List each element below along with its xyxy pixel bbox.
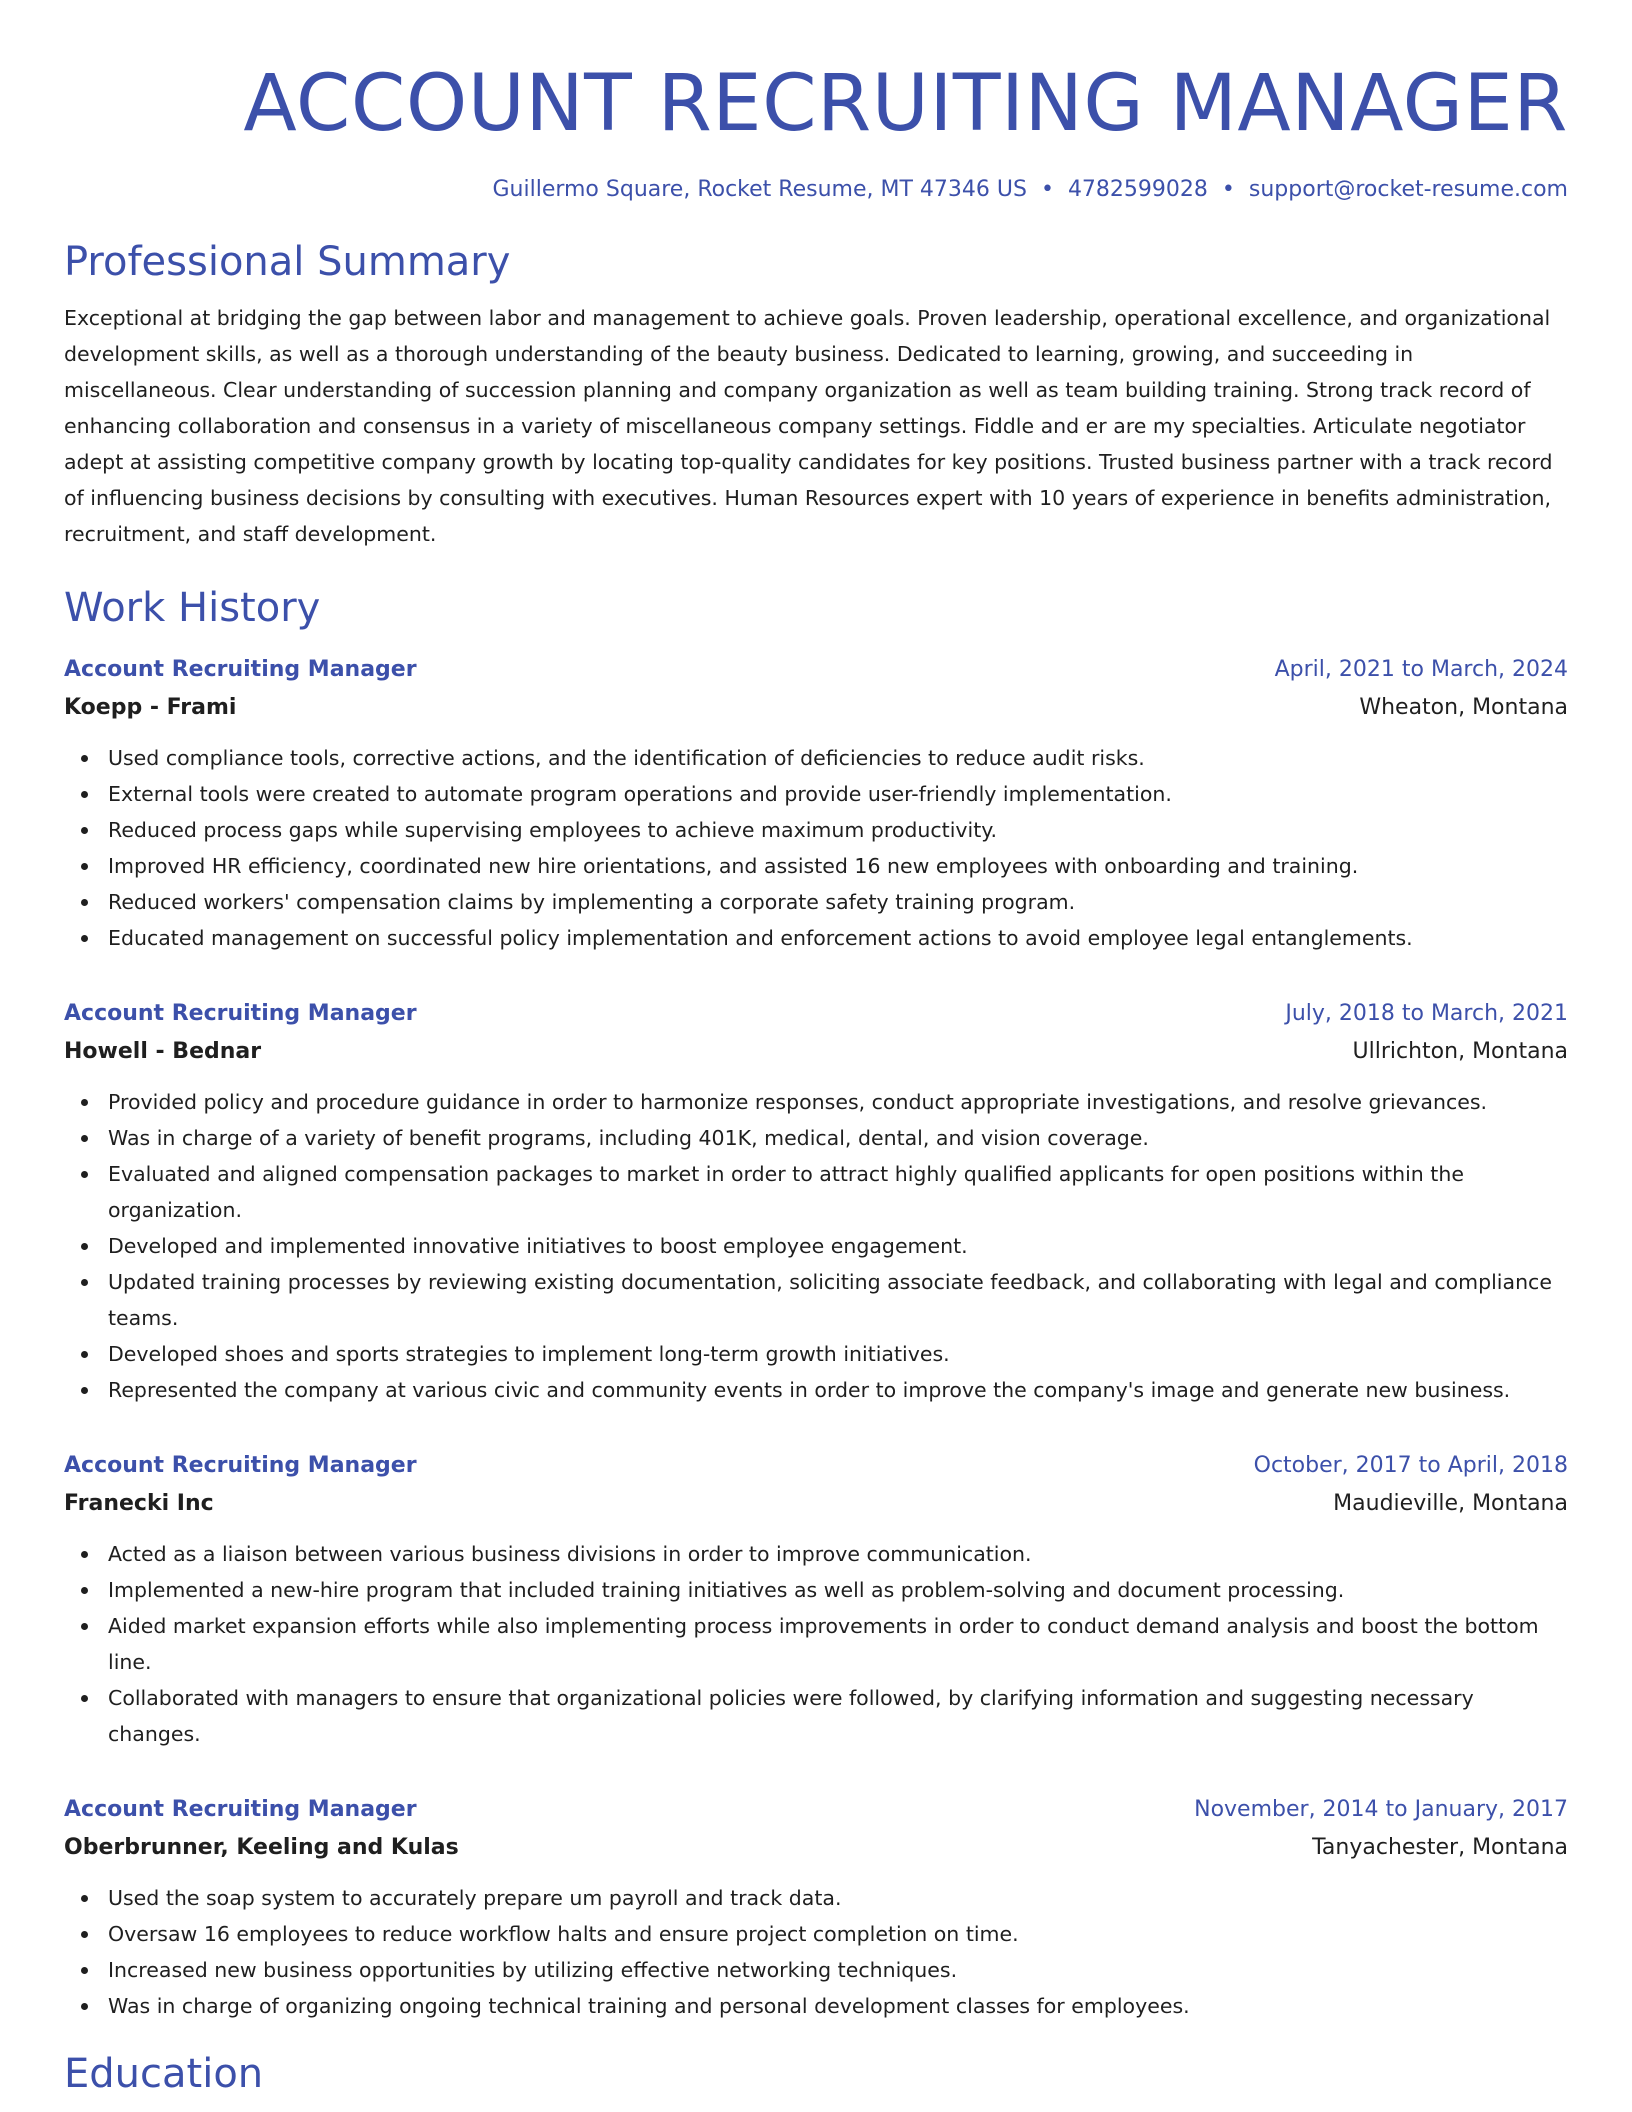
job-company: Howell - Bednar	[64, 1039, 262, 1064]
job-company: Oberbrunner, Keeling and Kulas	[64, 1835, 459, 1860]
job-dates: July, 2018 to March, 2021	[1285, 1001, 1568, 1026]
job-bullet: Represented the company at various civic and community events in order to improve the company's image and generate new business.	[64, 1372, 1568, 1408]
job-bullet: Evaluated and aligned compensation packages to market in order to attract highly qualified applicants for open positions within the organization.	[64, 1156, 1568, 1228]
job-company: Koepp - Frami	[64, 695, 237, 720]
job-bullet-list	[64, 1084, 1568, 1408]
job-bullet-list	[64, 1536, 1568, 1752]
job-entry	[64, 1448, 1568, 1752]
resume-header	[64, 52, 1568, 206]
job-bullet: Used compliance tools, corrective actions, and the identification of deficiencies to reduce audit risks.	[64, 740, 1568, 776]
job-company-row	[64, 1484, 1568, 1524]
job-dates: October, 2017 to April, 2018	[1253, 1453, 1568, 1478]
job-bullet: Was in charge of organizing ongoing technical training and personal development classes for employees.	[64, 1988, 1568, 2024]
work-history-heading: Work History	[64, 585, 321, 631]
job-company-row	[64, 1032, 1568, 1072]
job-company-row	[64, 688, 1568, 728]
job-bullet: Was in charge of a variety of benefit programs, including 401K, medical, dental, and vision coverage.	[64, 1120, 1568, 1156]
job-bullet-list	[64, 740, 1568, 956]
job-company: Franecki Inc	[64, 1491, 214, 1516]
job-title-row	[64, 652, 1568, 688]
job-bullet: Developed and implemented innovative initiatives to boost employee engagement.	[64, 1228, 1568, 1264]
job-position: Account Recruiting Manager	[64, 1001, 417, 1026]
job-bullet: Implemented a new-hire program that included training initiatives as well as problem-solving and document processing.	[64, 1572, 1568, 1608]
job-bullet: Updated training processes by reviewing existing documentation, soliciting associate feedback, and collaborating with legal and compliance teams.	[64, 1264, 1568, 1336]
contact-separator: •	[1221, 177, 1235, 202]
contact-separator: •	[1040, 177, 1054, 202]
job-bullet-list	[64, 1880, 1568, 2024]
job-title-row	[64, 1448, 1568, 1484]
job-bullet: Developed shoes and sports strategies to implement long-term growth initiatives.	[64, 1336, 1568, 1372]
summary-heading: Professional Summary	[64, 239, 511, 285]
job-location: Ullrichton, Montana	[1352, 1039, 1568, 1064]
job-bullet: Provided policy and procedure guidance in order to harmonize responses, conduct appropriate investigations, and resolve grievances.	[64, 1084, 1568, 1120]
job-dates: November, 2014 to January, 2017	[1194, 1797, 1568, 1822]
education-heading: Education	[64, 2051, 264, 2097]
job-bullet: Educated management on successful policy implementation and enforcement actions to avoid employee legal entanglements.	[64, 920, 1568, 956]
job-title-row	[64, 1792, 1568, 1828]
job-title-heading: ACCOUNT RECRUITING MANAGER	[243, 59, 1568, 149]
job-location: Maudieville, Montana	[1333, 1491, 1568, 1516]
job-bullet: Increased new business opportunities by utilizing effective networking techniques.	[64, 1952, 1568, 1988]
job-bullet: Aided market expansion efforts while also implementing process improvements in order to conduct demand analysis and boost the bottom line.	[64, 1608, 1568, 1680]
job-title-row	[64, 996, 1568, 1032]
summary-text: Exceptional at bridging the gap between labor and management to achieve goals. Proven leadership, operational excellence, and organizational development skills, as well as a thorough understanding of the beauty business. Dedicated to learning, growing, and succeeding in miscellaneous. Clear understanding of succession planning and company organization as well as team building training. Strong track record of enhancing collaboration and consensus in a variety of miscellaneous company settings. Fiddle and er are my specialties. Articulate negotiator adept at assisting competitive company growth by locating top-quality candidates for key positions. Trusted business partner with a track record of influencing business decisions by consulting with executives. Human Resources expert with 10 years of experience in benefits administration, recruitment, and staff development.	[64, 306, 1553, 546]
job-bullet: Oversaw 16 employees to reduce workflow halts and ensure project completion on time.	[64, 1916, 1568, 1952]
job-bullet: Used the soap system to accurately prepare um payroll and track data.	[64, 1880, 1568, 1916]
job-entry	[64, 996, 1568, 1408]
job-position: Account Recruiting Manager	[64, 1797, 417, 1822]
job-bullet: Reduced workers' compensation claims by implementing a corporate safety training program.	[64, 884, 1568, 920]
job-bullet: Reduced process gaps while supervising employees to achieve maximum productivity.	[64, 812, 1568, 848]
job-entry	[64, 1792, 1568, 2024]
job-bullet: Acted as a liaison between various business divisions in order to improve communication.	[64, 1536, 1568, 1572]
job-company-row	[64, 1828, 1568, 1868]
job-bullet: Collaborated with managers to ensure that organizational policies were followed, by clarifying information and suggesting necessary changes.	[64, 1680, 1568, 1752]
contact-phone: 4782599028	[1067, 177, 1208, 202]
contact-address: Guillermo Square, Rocket Resume, MT 47346 US	[492, 177, 1027, 202]
contact-line	[64, 174, 1568, 206]
job-dates: April, 2021 to March, 2024	[1274, 657, 1568, 682]
work-history-list	[64, 652, 1568, 2024]
job-position: Account Recruiting Manager	[64, 657, 417, 682]
job-bullet: External tools were created to automate program operations and provide user-friendly implementation.	[64, 776, 1568, 812]
job-location: Tanyachester, Montana	[1312, 1835, 1568, 1860]
job-entry	[64, 652, 1568, 956]
job-bullet: Improved HR efficiency, coordinated new hire orientations, and assisted 16 new employees with onboarding and training.	[64, 848, 1568, 884]
job-location: Wheaton, Montana	[1359, 695, 1568, 720]
job-position: Account Recruiting Manager	[64, 1453, 417, 1478]
contact-email: support@rocket-resume.com	[1248, 177, 1568, 202]
